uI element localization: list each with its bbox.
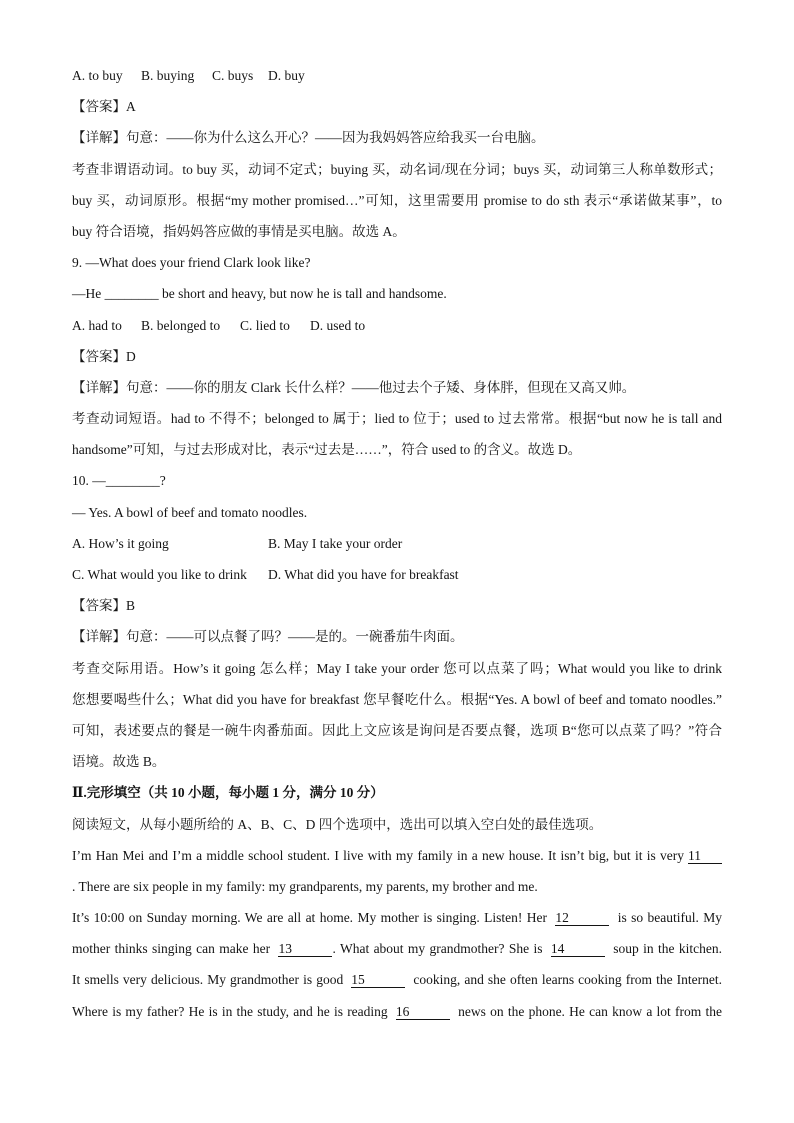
cloze-blank-13: 13	[278, 941, 332, 957]
q10-options-row	[72, 559, 722, 590]
q9-detail-line: 【详解】句意：——你的朋友 Clark 长什么样？——他过去个子矮、身体胖，但现在又高又帅。	[72, 379, 636, 395]
q9-question-line: —He ________ be short and heavy, but now he is tall and handsome.	[72, 286, 447, 302]
cloze-blank-16: 16	[396, 1004, 450, 1020]
cloze-blank-15: 15	[351, 972, 405, 988]
cloze-text: I’m Han Mei and I’m a middle school student. I live with my family in a new house. It isn’t big, but it is very	[72, 847, 684, 863]
cloze-line	[72, 840, 722, 871]
cloze-blank-14: 14	[551, 941, 605, 957]
q8-option-a: A. to buy	[72, 68, 123, 83]
q9-option-b: B. belonged to	[141, 317, 221, 333]
cloze-line	[72, 996, 722, 1027]
cloze-text: Where is my father? He is in the study, and he is reading	[72, 1003, 388, 1019]
q8-options	[72, 60, 722, 91]
cloze-text: mother thinks singing can make her	[72, 941, 271, 957]
cloze-line	[72, 964, 722, 995]
q10-question-line: 10. —________?	[72, 473, 166, 489]
q9-option-c: C. lied to	[240, 317, 290, 333]
q10-detail-line: 语境。故选 B。	[72, 754, 166, 770]
q8-detail-line: buy 符合语境，指妈妈答应做的事情是买电脑。故选 A。	[72, 223, 406, 239]
cloze-text: . There are six people in my family: my grandparents, my parents, my brother and me.	[72, 878, 538, 894]
q8-option-d: D. buy	[268, 68, 305, 83]
q8-detail-line: buy 买，动词原形。根据“my mother promised…”可知，这里需要用 promise to do sth 表示“承诺做某事”，to	[72, 192, 722, 208]
q10-detail-line: 考查交际用语。How’s it going 怎么样；May I take your order 您可以点菜了吗；What would you like to drink	[72, 660, 722, 676]
cloze-text: news on the phone. He can know a lot from the	[458, 1003, 723, 1019]
q10-answer: 【答案】B	[72, 598, 136, 614]
cloze-text: It’s 10:00 on Sunday morning. We are all at home. My mother is singing. Listen! Her	[72, 910, 547, 926]
cloze-blank-11: 11	[688, 848, 722, 864]
q10-options-row	[72, 528, 722, 559]
cloze-text: is so beautiful. My	[617, 910, 723, 926]
q9-option-a: A. had to	[72, 317, 122, 333]
q8-detail-line: 【详解】句意：——你为什么这么开心？——因为我妈妈答应给我买一台电脑。	[72, 130, 545, 146]
q10-detail-line: 【详解】句意：——可以点餐了吗？——是的。一碗番茄牛肉面。	[72, 629, 464, 645]
q10-option-d: D. What did you have for breakfast	[268, 567, 459, 582]
q9-detail-line: 考查动词短语。had to 不得不；belonged to 属于；lied to 位于；used to 过去常常。根据“but now he is tall and	[72, 411, 722, 427]
cloze-text: It smells very delicious. My grandmother is good	[72, 972, 344, 988]
q10-detail-line: 您想要喝些什么；What did you have for breakfast 您早餐吃什么。根据“Yes. A bowl of beef and tomato noodles.”	[72, 691, 722, 707]
q8-answer: 【答案】A	[72, 99, 136, 115]
cloze-line	[72, 933, 722, 964]
q9-detail-line: handsome”可知，与过去形成对比，表示“过去是……”，符合 used to 的含义。故选 D。	[72, 442, 582, 458]
cloze-line	[72, 871, 722, 902]
page-content	[72, 60, 722, 1027]
cloze-text: . What about my grandmother? She is	[332, 941, 543, 957]
section-heading: Ⅱ.完形填空（共 10 小题，每小题 1 分，满分 10 分）	[72, 785, 384, 801]
q10-question-line: — Yes. A bowl of beef and tomato noodles.	[72, 504, 308, 520]
q9-options	[72, 310, 722, 341]
cloze-text: soup in the kitchen.	[613, 941, 723, 957]
cloze-text: cooking, and she often learns cooking from the Internet.	[413, 972, 723, 988]
cloze-blank-12: 12	[555, 910, 609, 926]
q10-option-a: A. How’s it going	[72, 535, 169, 551]
cloze-line	[72, 902, 722, 933]
q10-detail-line: 可知，表述要点的餐是一碗牛肉番茄面。因此上文应该是询问是否要点餐，选项 B“您可以点菜了吗？”符合	[72, 722, 722, 738]
q10-option-b: B. May I take your order	[268, 535, 403, 551]
q8-option-b: B. buying	[141, 68, 195, 83]
q9-option-d: D. used to	[310, 317, 366, 333]
q9-answer: 【答案】D	[72, 348, 136, 364]
q8-option-c: C. buys	[212, 68, 254, 83]
q8-detail-line: 考查非谓语动词。to buy 买，动词不定式；buying 买，动名词/现在分词；buys 买，动词第三人称单数形式；	[72, 161, 722, 177]
section-instruction: 阅读短文，从每小题所给的 A、B、C、D 四个选项中，选出可以填入空白处的最佳选项。	[72, 816, 603, 832]
q10-option-c: C. What would you like to drink	[72, 567, 247, 582]
q9-question-line: 9. —What does your friend Clark look like?	[72, 255, 311, 271]
